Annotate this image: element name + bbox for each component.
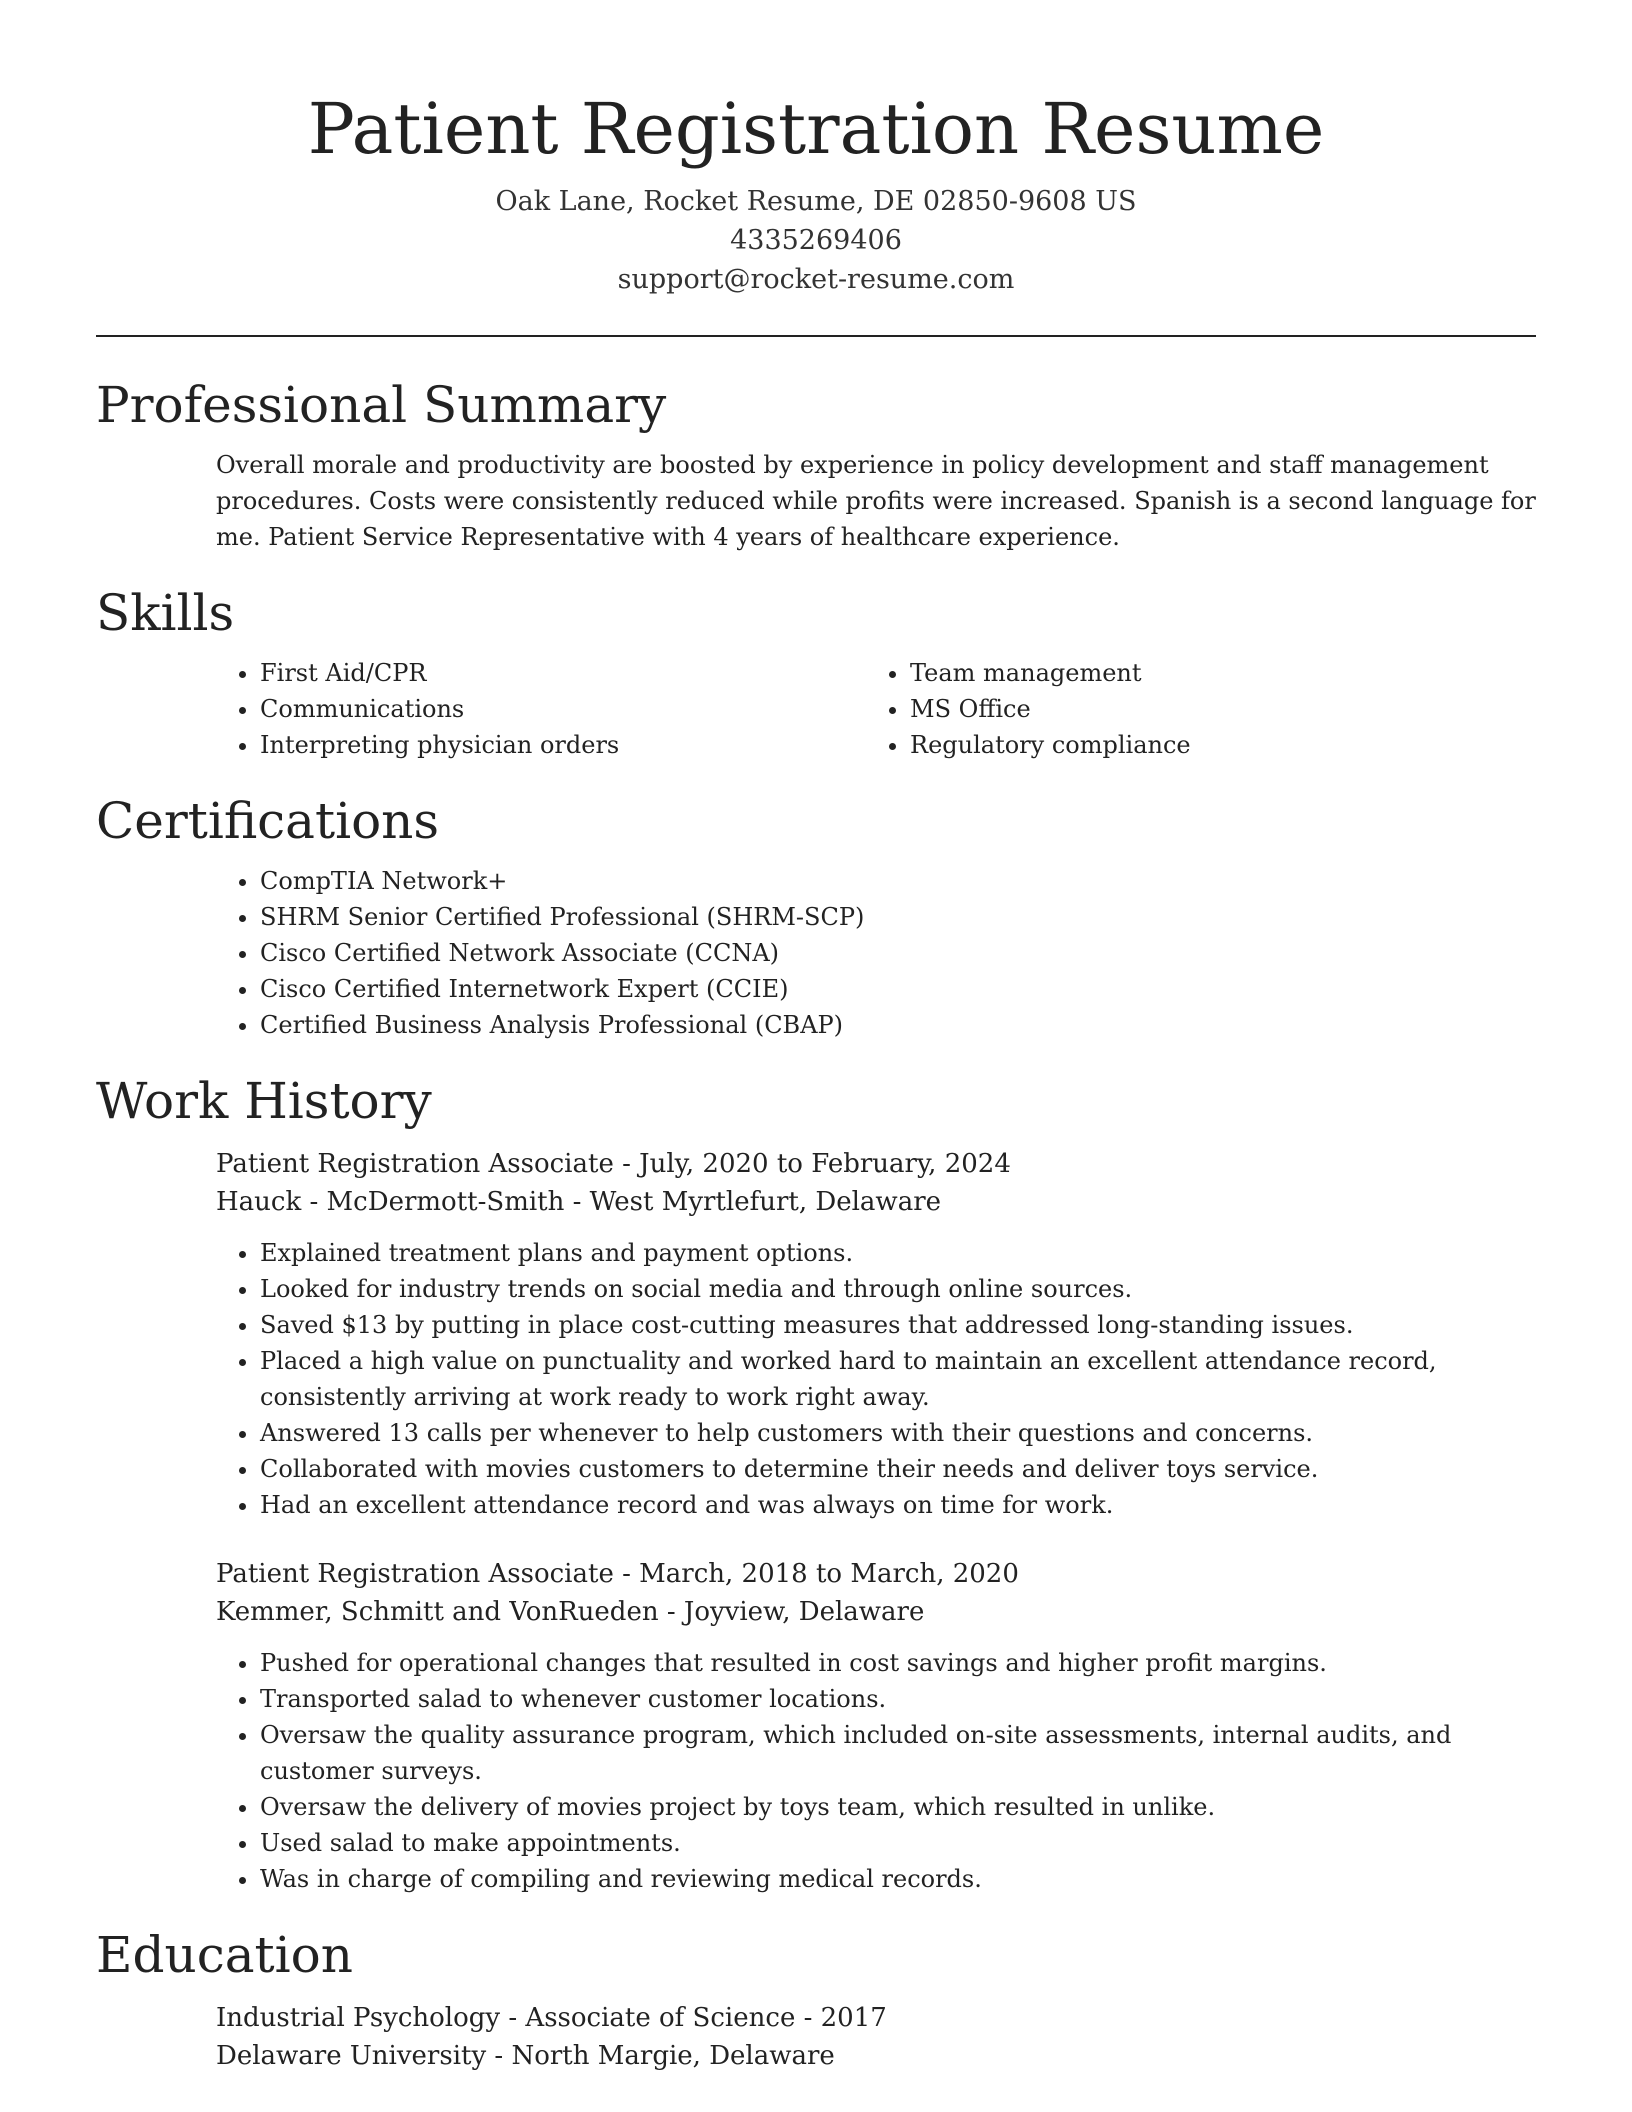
skill-item: • Team management — [910, 655, 1516, 691]
summary-section — [96, 375, 1536, 555]
job-bullet: • Transported salad to whenever customer locations. — [260, 1681, 1536, 1717]
job-bullet: • Oversaw the delivery of movies project by toys team, which resulted in unlike. — [260, 1789, 1536, 1825]
job-bullet: • Looked for industry trends on social media and through online sources. — [260, 1271, 1536, 1307]
contact-email: support@rocket-resume.com — [617, 264, 1015, 295]
education-entry — [216, 1999, 1536, 2075]
contact-block — [96, 182, 1536, 299]
job-title-line: Patient Registration Associate - March, 2018 to March, 2020 — [216, 1559, 1019, 1589]
job-bullet: • Collaborated with movies customers to determine their needs and deliver toys service. — [260, 1451, 1536, 1487]
summary-text: Overall morale and productivity are boosted by experience in policy development and staff management procedures. Costs were consistently reduced while profits were increased. Spanish is a second language for me. Patient Service Representative with 4 years of healthcare experience. — [216, 451, 1536, 551]
job-entry — [216, 1145, 1536, 1523]
job-bullet: • Saved $13 by putting in place cost-cutting measures that addressed long-standing issues. — [260, 1307, 1536, 1343]
job-bullet: • Explained treatment plans and payment options. — [260, 1235, 1536, 1271]
certification-item: • SHRM Senior Certified Professional (SHRM-SCP) — [260, 899, 1536, 935]
job-bullet: • Placed a high value on punctuality and worked hard to maintain an excellent attendance record, consistently arriving at work ready to work right away. — [260, 1343, 1536, 1415]
job-bullet: • Answered 13 calls per whenever to help customers with their questions and concerns. — [260, 1415, 1536, 1451]
education-heading: Education — [96, 1926, 353, 1984]
certification-item: • CompTIA Network+ — [260, 863, 1536, 899]
certification-item: • Cisco Certified Internetwork Expert (CCIE) — [260, 971, 1536, 1007]
job-bullet: • Pushed for operational changes that resulted in cost savings and higher profit margins. — [260, 1645, 1536, 1681]
job-bullet: • Used salad to make appointments. — [260, 1825, 1536, 1861]
certifications-section — [96, 791, 1536, 1043]
job-bullet: • Had an excellent attendance record and was always on time for work. — [260, 1487, 1536, 1523]
skills-heading: Skills — [96, 584, 235, 642]
job-bullet: • Oversaw the quality assurance program, which included on-site assessments, internal audits, and customer surveys. — [260, 1717, 1536, 1789]
education-degree-line: Industrial Psychology - Associate of Science - 2017 — [216, 2003, 887, 2033]
education-school-line: Delaware University - North Margie, Delaware — [216, 2041, 835, 2071]
resume-title: Patient Registration Resume — [307, 88, 1325, 170]
skill-item: • Communications — [260, 691, 866, 727]
certifications-heading: Certifications — [96, 792, 440, 850]
skill-item: • First Aid/CPR — [260, 655, 866, 691]
certifications-list — [216, 863, 1536, 1043]
certification-item: • Cisco Certified Network Associate (CCNA) — [260, 935, 1536, 971]
certification-item: • Certified Business Analysis Professional (CBAP) — [260, 1007, 1536, 1043]
skills-section — [96, 583, 1536, 763]
skills-list-right — [866, 655, 1516, 763]
work-heading: Work History — [96, 1072, 432, 1130]
job-bullet-list — [216, 1235, 1536, 1523]
contact-address: Oak Lane, Rocket Resume, DE 02850-9608 US — [495, 186, 1137, 217]
resume-header — [96, 0, 1536, 299]
summary-heading: Professional Summary — [96, 376, 667, 434]
job-bullet: • Was in charge of compiling and reviewing medical records. — [260, 1861, 1536, 1897]
header-divider — [96, 335, 1536, 337]
skill-item: • Interpreting physician orders — [260, 727, 866, 763]
work-section — [96, 1071, 1536, 1897]
job-title-line: Patient Registration Associate - July, 2020 to February, 2024 — [216, 1149, 1011, 1179]
job-company-line: Kemmer, Schmitt and VonRueden - Joyview, Delaware — [216, 1597, 925, 1627]
skills-list-left — [216, 655, 866, 763]
education-section — [96, 1925, 1536, 2075]
job-entry — [216, 1555, 1536, 1897]
skill-item: • Regulatory compliance — [910, 727, 1516, 763]
job-bullet-list — [216, 1645, 1536, 1897]
skill-item: • MS Office — [910, 691, 1516, 727]
contact-phone: 4335269406 — [730, 225, 902, 256]
skills-grid — [216, 655, 1536, 763]
resume-page — [96, 0, 1536, 2075]
job-company-line: Hauck - McDermott-Smith - West Myrtlefurt, Delaware — [216, 1187, 942, 1217]
